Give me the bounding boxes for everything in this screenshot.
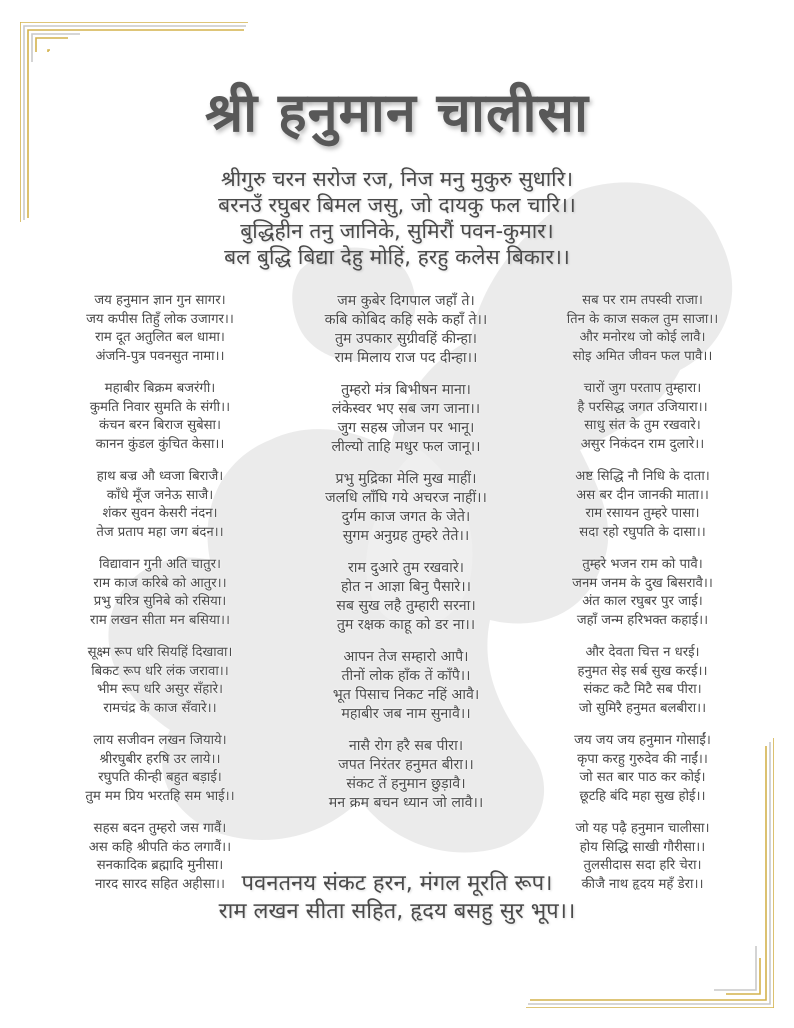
verse-line: तुम रक्षक काहू को डर ना।। bbox=[336, 617, 476, 633]
verse-line: लंकेस्वर भए सब जग जाना।। bbox=[331, 401, 481, 417]
stanza bbox=[280, 381, 532, 457]
verse-line: अष्ट सिद्धि नौ निधि के दाता। bbox=[575, 469, 710, 484]
stanza bbox=[40, 732, 280, 806]
verse-line: जम कुबेर दिगपाल जहाँ ते। bbox=[337, 293, 475, 309]
verse-line: महाबीर जब नाम सुनावै।। bbox=[341, 706, 471, 722]
verse-line: अंजनि-पुत्र पवनसुत नामा।। bbox=[95, 348, 225, 364]
verse-line: जो सुमिरै हनुमत बलबीरा।। bbox=[578, 700, 707, 716]
doha-line: बल बुद्धि बिद्या देहु मोहिं, हरहु कलेस बिकार।। bbox=[224, 245, 570, 269]
verse-line: राम दूत अतुलित बल धामा। bbox=[95, 330, 225, 345]
verse-line: सोइ अमित जीवन फल पावै।। bbox=[572, 348, 713, 364]
verse-line: तुम्हरे भजन राम को पावै। bbox=[582, 557, 703, 572]
verse-line: जलधि लाँघि गये अचरज नाहीं।। bbox=[325, 490, 487, 506]
verse-line: राम दुआरे तुम रखवारे। bbox=[347, 560, 465, 576]
verse-line: तुम्हरो मंत्र बिभीषन माना। bbox=[341, 382, 471, 398]
verse-line: राम लखन सीता मन बसिया।। bbox=[90, 612, 230, 628]
verse-line: तुलसीदास सदा हरि चेरा। bbox=[583, 858, 702, 873]
verse-line: आपन तेज सम्हारो आपै। bbox=[343, 649, 469, 665]
verse-line: प्रभु मुद्रिका मेलि मुख माहीं। bbox=[335, 471, 477, 487]
stanza bbox=[280, 737, 532, 813]
verse-line: संकट तें हनुमान छुड़ावै। bbox=[346, 776, 466, 792]
verse-line: नारद सारद सहित अहीसा।। bbox=[94, 876, 226, 892]
verse-line: सहस बदन तुम्हरो जस गावैं। bbox=[93, 821, 227, 836]
verse-line: जनम जनम के दुख बिसरावै।। bbox=[572, 575, 713, 591]
stanza bbox=[280, 470, 532, 546]
verse-line: जपत निरंतर हनुमत बीरा।। bbox=[338, 757, 474, 773]
verse-line: कबि कोबिद कहि सके कहाँ ते।। bbox=[324, 312, 488, 328]
stanza bbox=[525, 380, 760, 454]
doha-line: राम लखन सीता सहित, हृदय बसहु सुर भूप।। bbox=[218, 899, 576, 924]
verse-line: विद्यावान गुनी अति चातुर। bbox=[99, 557, 221, 572]
verse-line: जय हनुमान ज्ञान गुन सागर। bbox=[94, 293, 226, 308]
verse-line: असुर निकंदन राम दुलारे।। bbox=[580, 436, 705, 452]
stanza bbox=[525, 556, 760, 630]
verse-line: कानन कुंडल कुंचित केसा।। bbox=[95, 436, 225, 452]
verse-line: कृपा करहु गुरुदेव की नाईं।। bbox=[577, 751, 708, 767]
verse-line: लाय सजीवन लखन जियाये। bbox=[93, 733, 227, 748]
verse-line: अस बर दीन जानकी माता।। bbox=[576, 487, 709, 503]
verse-line: सदा रहो रघुपति के दासा।। bbox=[579, 524, 706, 540]
verse-line: हनुमत सेइ सर्ब सुख करई।। bbox=[577, 663, 708, 679]
stanza bbox=[525, 732, 760, 806]
verse-line: सुगम अनुग्रह तुम्हरे तेते।। bbox=[342, 528, 470, 544]
verse-line: राम रसायन तुम्हरे पासा। bbox=[585, 506, 700, 521]
verse-line: बिकट रूप धरि लंक जरावा।। bbox=[91, 663, 229, 679]
verse-line: मन क्रम बचन ध्यान जो लावै।। bbox=[328, 795, 484, 811]
verse-line: काँधे मूँज जनेऊ साजै। bbox=[106, 487, 214, 503]
verse-line: है परसिद्ध जगत उजियारा।। bbox=[577, 399, 708, 415]
doha-line: श्रीगुरु चरन सरोज रज, निज मनु मुकुरु सुधारि। bbox=[220, 167, 574, 191]
verse-line: संकट कटै मिटै सब पीरा। bbox=[583, 682, 702, 697]
verse-line: सब सुख लहै तुम्हारी सरना। bbox=[336, 598, 476, 614]
verse-line: तेज प्रताप महा जग बंदन।। bbox=[96, 524, 224, 540]
verse-line: जहाँ जन्म हरिभक्त कहाई।। bbox=[576, 612, 709, 628]
verse-line: कुमति निवार सुमति के संगी।। bbox=[89, 399, 231, 415]
verse-line: सनकादिक ब्रह्मादि मुनीसा। bbox=[96, 858, 224, 873]
stanza bbox=[40, 468, 280, 542]
doha-line: बुद्धिहीन तनु जानिके, सुमिरौं पवन-कुमार। bbox=[240, 219, 554, 243]
verse-line: रघुपति कीन्ही बहुत बड़ाई। bbox=[98, 770, 222, 785]
stanza bbox=[525, 644, 760, 718]
verse-line: चारों जुग परताप तुम्हारा। bbox=[583, 381, 702, 396]
verse-line: जो सत बार पाठ कर कोई। bbox=[579, 770, 706, 785]
verse-line: कंचन बरन बिराज सुबेसा। bbox=[99, 418, 221, 433]
verse-line: साधु संत के तुम रखवारे। bbox=[584, 418, 701, 433]
verse-line: महाबीर बिक्रम बजरंगी। bbox=[104, 381, 216, 396]
stanza bbox=[280, 559, 532, 635]
verse-line: हाथ बज्र औ ध्वजा बिराजै। bbox=[96, 469, 224, 484]
doha-line: बरनउँ रघुबर बिमल जसु, जो दायकु फल चारि।। bbox=[218, 193, 576, 217]
verse-line: भीम रूप धरि असुर सँहारे। bbox=[96, 682, 224, 697]
verse-line: राम काज करिबे को आतुर।। bbox=[93, 575, 227, 591]
verse-line: छूटहि बंदि महा सुख होई।। bbox=[579, 788, 706, 804]
verse-line: अस कहि श्रीपति कंठ लगावैं।। bbox=[88, 839, 232, 855]
verse-line: और मनोरथ जो कोई लावै। bbox=[579, 330, 706, 345]
verse-line: भूत पिसाच निकट नहिं आवै। bbox=[332, 687, 480, 703]
chaupai-column-left bbox=[40, 292, 280, 908]
verse-line: सूक्ष्म रूप धरि सियहिं दिखावा। bbox=[87, 645, 233, 660]
verse-line: प्रभु चरित्र सुनिबे को रसिया। bbox=[93, 594, 227, 609]
verse-line: राम मिलाय राज पद दीन्हा।। bbox=[334, 350, 478, 366]
verse-line: जय जय जय हनुमान गोसाईं। bbox=[574, 733, 711, 748]
closing-doha bbox=[0, 870, 794, 926]
stanza bbox=[280, 648, 532, 724]
verse-line: जय कपीस तिहुँ लोक उजागर।। bbox=[86, 311, 234, 327]
verse-line: लील्यो ताहि मधुर फल जानू।। bbox=[331, 439, 481, 455]
verse-line: तिन के काज सकल तुम साजा।। bbox=[566, 311, 719, 327]
verse-line: जुग सहस्र जोजन पर भानू। bbox=[337, 420, 475, 436]
doha-line: पवनतनय संकट हरन, मंगल मूरति रूप। bbox=[241, 871, 553, 896]
verse-line: शंकर सुवन केसरी नंदन। bbox=[102, 506, 218, 521]
verse-line: श्रीरघुबीर हरषि उर लाये।। bbox=[99, 751, 221, 767]
stanza bbox=[525, 292, 760, 366]
page-title: श्री हनुमान चालीसा bbox=[204, 81, 590, 144]
verse-line: तुम उपकार सुग्रीवहिं कीन्हा। bbox=[334, 331, 478, 347]
stanza bbox=[40, 292, 280, 366]
verse-line: होय सिद्धि साखी गौरीसा।। bbox=[579, 839, 706, 855]
verse-line: दुर्गम काज जगत के जेते। bbox=[341, 509, 471, 525]
verse-line: तुम मम प्रिय भरतहि सम भाई।। bbox=[85, 788, 235, 804]
verse-line: सब पर राम तपस्वी राजा। bbox=[582, 293, 703, 308]
verse-line: जो यह पढ़ै हनुमान चालीसा। bbox=[575, 821, 710, 836]
opening-doha bbox=[0, 166, 794, 270]
chaupai-column-middle bbox=[280, 292, 532, 826]
stanza bbox=[40, 380, 280, 454]
stanza bbox=[280, 292, 532, 368]
verse-line: अंत काल रघुबर पुर जाई। bbox=[582, 594, 703, 609]
verse-line: रामचंद्र के काज सँवारे।। bbox=[103, 700, 217, 716]
verse-line: नासै रोग हरै सब पीरा। bbox=[348, 738, 464, 754]
stanza bbox=[525, 468, 760, 542]
verse-line: तीनों लोक हाँक तें काँपै।। bbox=[341, 668, 471, 684]
stanza bbox=[40, 644, 280, 718]
verse-line: होत न आज्ञा बिनु पैसारे।। bbox=[340, 579, 471, 595]
chaupai-column-right bbox=[525, 292, 760, 908]
stanza bbox=[40, 556, 280, 630]
verse-line: कीजै नाथ हृदय महँ डेरा।। bbox=[581, 876, 704, 892]
verse-line: और देवता चित्त न धरई। bbox=[585, 645, 700, 660]
